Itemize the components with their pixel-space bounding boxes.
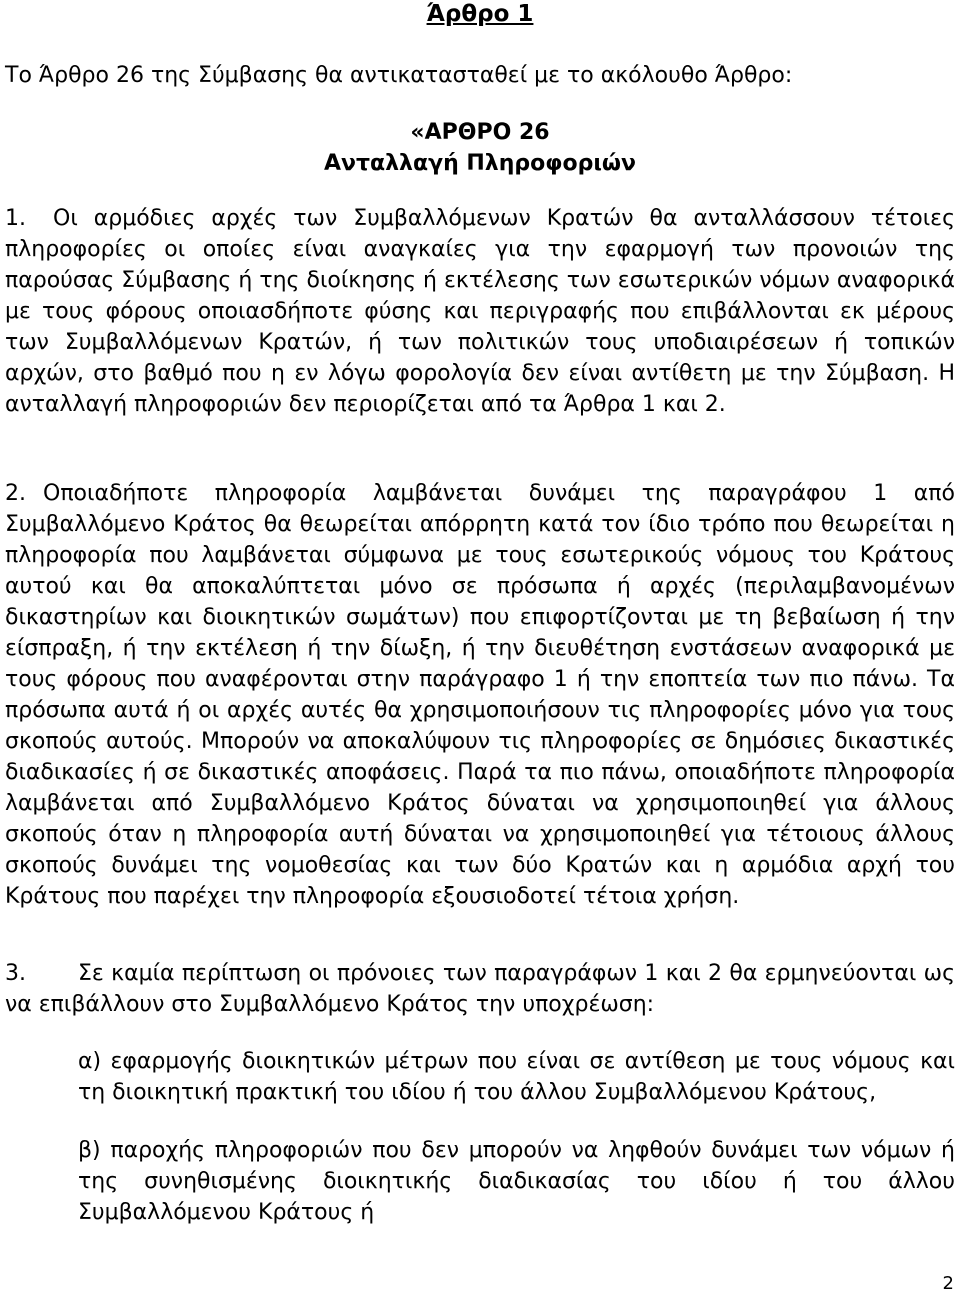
paragraph-3 [5,958,955,1020]
new-article-number: «ΑΡΘΡΟ 26 [410,120,550,145]
paragraph-text: Οποιαδήποτε πληροφορία λαμβάνεται δυνάμει της παραγράφου 1 από Συμβαλλόμενο Κράτος θα θεωρείται απόρρητη κατά τον ίδιο τρόπο που θεωρείται η πληροφορία που λαμβάνεται σύμφωνα με τους εσωτερικούς νόμους του Κράτους αυτού και θα αποκαλύπτεται μόνο σε πρόσωπα ή αρχές (περιλαμβανομένων δικαστηρίων και διοικητικών σωμάτων) που επιφορτίζονται με τη βεβαίωση ή την είσπραξη, ή την εκτέλεση ή την δίωξη, ή την διευθέτηση ενστάσεων αναφορικά με τους φόρους που αναφέρονται στην παράγραφο 1 ή την εποπτεία των πιο πάνω. Τα πρόσωπα αυτά ή οι αρχές αυτές θα χρησιμοποιήσουν τις πληροφορίες μόνο για τους σκοπούς αυτούς. Μπορούν να αποκαλύψουν τις πληροφορίες σε δημόσιες δικαστικές διαδικασίες ή σε δικαστικές αποφάσεις. Παρά τα πιο πάνω, οποιαδήποτε πληροφορία λαμβάνεται από Συμβαλλόμενο Κράτος δύναται να χρησιμοποιηθεί για άλλους σκοπούς όταν η πληροφορία αυτή δύναται να χρησιμοποιηθεί για τέτοιους άλλους σκοπούς δυνάμει της νομοθεσίας και των δύο Κρατών και η αρμόδια αρχή του Κράτους που παρέχει την πληροφορία εξουσιοδοτεί τέτοια χρήση. [5,481,955,909]
list-item-b: β) παροχής πληροφοριών που δεν μπορούν να ληφθούν δυνάμει των νόμων ή της συνηθισμένης διοικητικής διαδικασίας του ιδίου ή του άλλου Συμβαλλόμενου Κράτους ή [78,1138,955,1225]
new-article-title: Ανταλλαγή Πληροφοριών [323,151,637,176]
page-number: 2 [942,1273,954,1294]
paragraph-text: Οι αρμόδιες αρχές των Συμβαλλόμενων Κρατών θα ανταλλάσσουν τέτοιες πληροφορίες οι οποίες είναι αναγκαίες για την εφαρμογή των προνοιών της παρούσας Σύμβασης ή της διοίκησης ή εκτέλεσης των εσωτερικών νόμων αναφορικά με τους φόρους οποιασδήποτε φύσης και περιγραφής που επιβάλλονται εκ μέρους των Συμβαλλόμενων Κρατών, ή των πολιτικών τους υποδιαιρέσεων ή τοπικών αρχών, στο βαθμό που η εν λόγω φορολογία δεν είναι αντίθετη με την Σύμβαση. Η ανταλλαγή πληροφοριών δεν περιορίζεται από τα Άρθρα 1 και 2. [5,206,955,417]
paragraph-number: 1. [5,206,26,231]
new-article-heading [5,117,955,179]
paragraph-1 [5,203,955,420]
paragraph-text: Σε καμία περίπτωση οι πρόνοιες των παραγράφων 1 και 2 θα ερμηνεύονται ως να επιβάλλουν στο Συμβαλλόμενο Κράτος την υποχρέωση: [5,961,955,1017]
paragraph-number: 2. [5,481,26,506]
article-title: Άρθρο 1 [426,1,534,27]
paragraph-2 [5,478,955,912]
paragraph-number: 3. [5,961,26,986]
intro-text: Το Άρθρο 26 της Σύμβασης θα αντικατασταθεί με το ακόλουθο Άρθρο: [5,63,793,88]
list-item-a: α) εφαρμογής διοικητικών μέτρων που είναι σε αντίθεση με τους νόμους και τη διοικητική πρακτική του ιδίου ή του άλλου Συμβαλλόμενου Κράτους, [78,1049,955,1105]
